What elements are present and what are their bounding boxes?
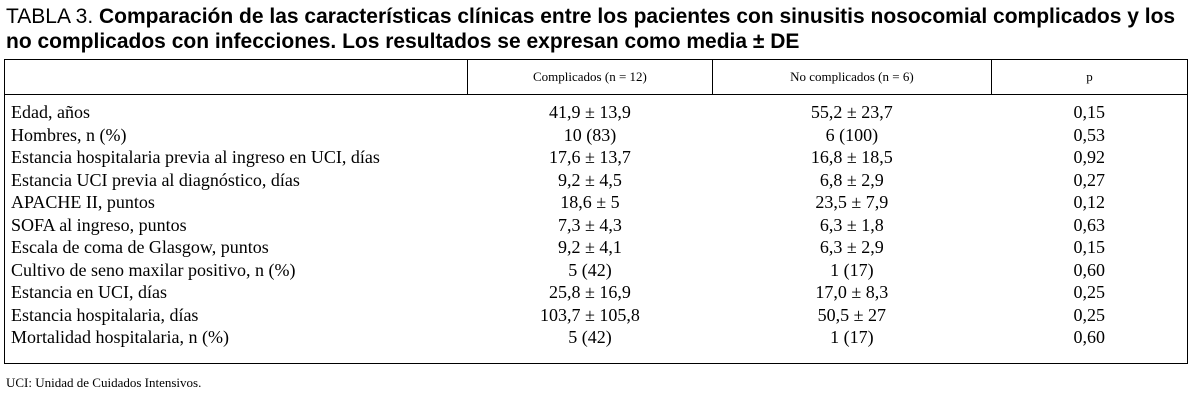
cell-no-complicados: 16,8 ± 18,5 xyxy=(810,147,893,167)
cell-no-complicados: 23,5 ± 7,9 xyxy=(815,192,889,212)
header-variable xyxy=(5,60,468,95)
header-no-complicados: No complicados (n = 6) xyxy=(712,60,991,95)
table-row xyxy=(5,281,1187,304)
row-label: Edad, años xyxy=(11,102,90,122)
cell-complicados: 10 (83) xyxy=(563,124,617,145)
table-row xyxy=(5,259,1187,282)
table-row xyxy=(5,326,1187,349)
cell-p-value: 0,25 xyxy=(1073,304,1106,325)
row-label: Estancia UCI previa al diagnóstico, días xyxy=(11,169,300,190)
row-label: Escala de coma de Glasgow, puntos xyxy=(11,237,269,257)
cell-p-value: 0,92 xyxy=(1073,147,1106,167)
row-label: Estancia en UCI, días xyxy=(11,282,167,302)
cell-p-value: 0,60 xyxy=(1073,259,1106,280)
table-row xyxy=(5,146,1187,169)
table-caption xyxy=(6,4,1188,54)
table-body xyxy=(5,95,1187,349)
row-label: APACHE II, puntos xyxy=(11,192,155,212)
table-row xyxy=(5,124,1187,147)
row-label: Mortalidad hospitalaria, n (%) xyxy=(11,327,229,347)
cell-no-complicados: 6,8 ± 2,9 xyxy=(819,169,884,190)
data-table xyxy=(5,60,1187,349)
cell-no-complicados: 1 (17) xyxy=(830,327,874,347)
cell-complicados: 9,2 ± 4,1 xyxy=(558,237,622,257)
cell-p-value: 0,15 xyxy=(1073,237,1106,257)
cell-p-value: 0,25 xyxy=(1073,282,1106,302)
header-complicados: Complicados (n = 12) xyxy=(468,60,713,95)
row-label: Estancia hospitalaria previa al ingreso en UCI, días xyxy=(11,147,380,167)
cell-complicados: 41,9 ± 13,9 xyxy=(549,102,631,122)
cell-p-value: 0,12 xyxy=(1073,192,1106,212)
cell-no-complicados: 17,0 ± 8,3 xyxy=(815,282,889,302)
cell-no-complicados: 50,5 ± 27 xyxy=(817,304,887,325)
table-row xyxy=(5,214,1187,237)
cell-complicados: 25,8 ± 16,9 xyxy=(549,282,631,302)
header-row xyxy=(5,60,1187,95)
row-label: Cultivo de seno maxilar positivo, n (%) xyxy=(11,259,296,280)
table-row xyxy=(5,304,1187,327)
table-row xyxy=(5,236,1187,259)
cell-complicados: 17,6 ± 13,7 xyxy=(549,147,631,167)
cell-no-complicados: 6 (100) xyxy=(825,124,879,145)
cell-p-value: 0,63 xyxy=(1073,214,1106,235)
cell-complicados: 9,2 ± 4,5 xyxy=(558,169,622,190)
cell-complicados: 103,7 ± 105,8 xyxy=(540,304,640,325)
cell-no-complicados: 1 (17) xyxy=(830,259,874,280)
header-p-value: p xyxy=(992,60,1187,95)
cell-no-complicados: 6,3 ± 1,8 xyxy=(819,214,884,235)
table-footnote: UCI: Unidad de Cuidados Intensivos. xyxy=(6,375,202,390)
row-label: SOFA al ingreso, puntos xyxy=(11,214,187,235)
table-row xyxy=(5,95,1187,124)
cell-no-complicados: 55,2 ± 23,7 xyxy=(810,102,893,122)
table-number: TABLA 3. xyxy=(6,5,94,28)
cell-p-value: 0,27 xyxy=(1073,169,1106,190)
cell-p-value: 0,53 xyxy=(1073,124,1106,145)
cell-p-value: 0,15 xyxy=(1073,102,1106,122)
table-container xyxy=(4,59,1188,364)
cell-no-complicados: 6,3 ± 2,9 xyxy=(819,237,884,257)
row-label: Hombres, n (%) xyxy=(11,124,127,145)
table-row xyxy=(5,169,1187,192)
cell-complicados: 7,3 ± 4,3 xyxy=(558,214,622,235)
cell-p-value: 0,60 xyxy=(1073,327,1106,347)
cell-complicados: 18,6 ± 5 xyxy=(560,192,620,212)
cell-complicados: 5 (42) xyxy=(568,259,612,280)
table-title: Comparación de las características clínicas entre los pacientes con sinusitis nosocomial complicados y los no complicados con infecciones. Los resultados se expresan como media ± DE xyxy=(6,5,1176,53)
row-label: Estancia hospitalaria, días xyxy=(11,304,199,325)
table-row xyxy=(5,191,1187,214)
cell-complicados: 5 (42) xyxy=(568,327,612,347)
